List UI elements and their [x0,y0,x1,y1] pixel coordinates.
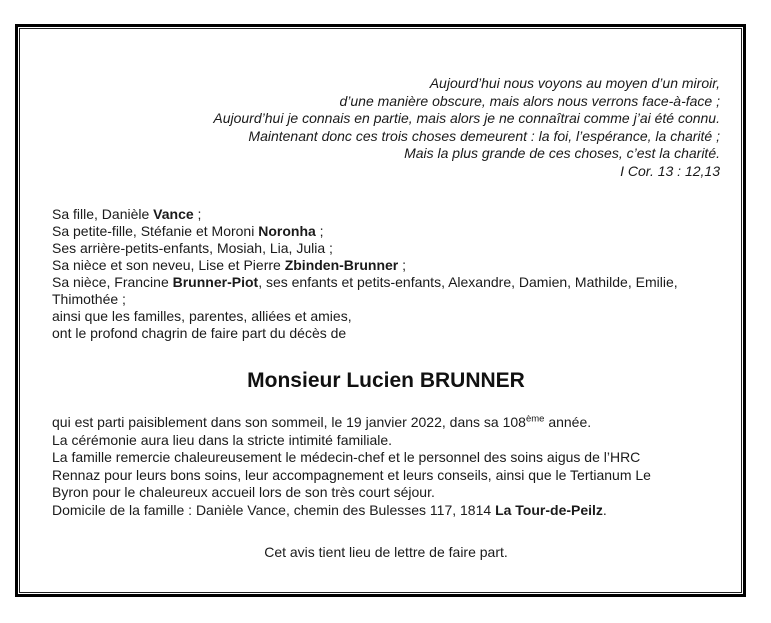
family-line-text: Sa petite-fille, Stéfanie et Moroni [52,222,259,239]
closing-line: Cet avis tient lieu de lettre de faire part. [264,544,508,561]
family-line [52,257,720,274]
family-line [52,206,720,223]
inner-border-line [19,28,742,593]
body-line: Byron pour le chaleureux accueil lors de son très court séjour. [52,484,435,501]
body-line [52,414,720,432]
quote-line: Aujourd’hui nous voyons au moyen d’un miroir, [429,75,720,91]
body-line-text: année. [544,414,592,431]
family-line-text: Ses arrière-petits-enfants, Mosiah, Lia, Julia ; [52,239,333,256]
family-line-text: ainsi que les familles, parentes, alliées et amies, [52,308,352,325]
family-line-text: Sa fille, Danièle [52,205,154,222]
family-name-bold: Brunner-Piot [172,273,259,290]
body-line-text: . [602,501,607,518]
announcement-body [52,414,720,519]
family-name-bold: Vance [153,205,194,222]
quote-reference: I Cor. 13 : 12,13 [620,162,720,179]
family-line [52,308,720,325]
family-line-text: Thimothée ; [52,291,126,308]
family-line-text: Sa nièce, Francine [52,273,173,290]
locality-bold: La Tour-de-Peilz [495,501,603,518]
quote-line: Mais la plus grande de ces choses, c’est la charité. [404,145,720,162]
body-line [52,502,720,520]
announcement-content [20,29,741,592]
family-line-text: , ses enfants et petits-enfants, Alexandre, Damien, Mathilde, Emilie, [258,273,678,290]
family-line-text: ; [398,256,407,273]
deceased-name-title: Monsieur Lucien BRUNNER [247,369,525,393]
family-line [52,274,720,291]
body-line: La cérémonie aura lieu dans la stricte intimité familiale. [52,431,393,448]
decorative-double-border [15,24,746,597]
family-line-text: ; [315,222,324,239]
body-line-text: qui est parti paisiblement dans son sommeil, le 19 janvier 2022, dans sa 108 [52,414,526,431]
family-line-text: Sa nièce et son neveu, Lise et Pierre [52,256,285,273]
quote-line: Maintenant donc ces trois choses demeurent : la foi, l’espérance, la charité ; [248,127,720,144]
family-line-text: ; [193,205,202,222]
family-line [52,223,720,240]
family-list [52,206,720,343]
quote-line: Aujourd’hui je connais en partie, mais alors je ne connaîtrai comme j’ai été connu. [213,110,720,127]
ordinal-superscript: ème [525,413,545,425]
body-line: Rennaz pour leurs bons soins, leur accompagnement et leurs conseils, ainsi que le Tertianum Le [52,466,651,483]
family-name-bold: Noronha [258,222,316,239]
quote-line: d’une manière obscure, mais alors nous verrons face-à-face ; [339,92,720,109]
family-line [52,325,720,342]
scripture-quote [52,75,720,181]
family-name-bold: Zbinden-Brunner [284,256,399,273]
family-line [52,291,720,308]
body-line: La famille remercie chaleureusement le médecin-chef et le personnel des soins aigus de l’HRC [52,449,641,466]
family-line-text: ont le profond chagrin de faire part du décès de [52,325,347,342]
family-line [52,240,720,257]
body-line-text: Domicile de la famille : Danièle Vance, chemin des Bulesses 117, 1814 [52,501,496,518]
